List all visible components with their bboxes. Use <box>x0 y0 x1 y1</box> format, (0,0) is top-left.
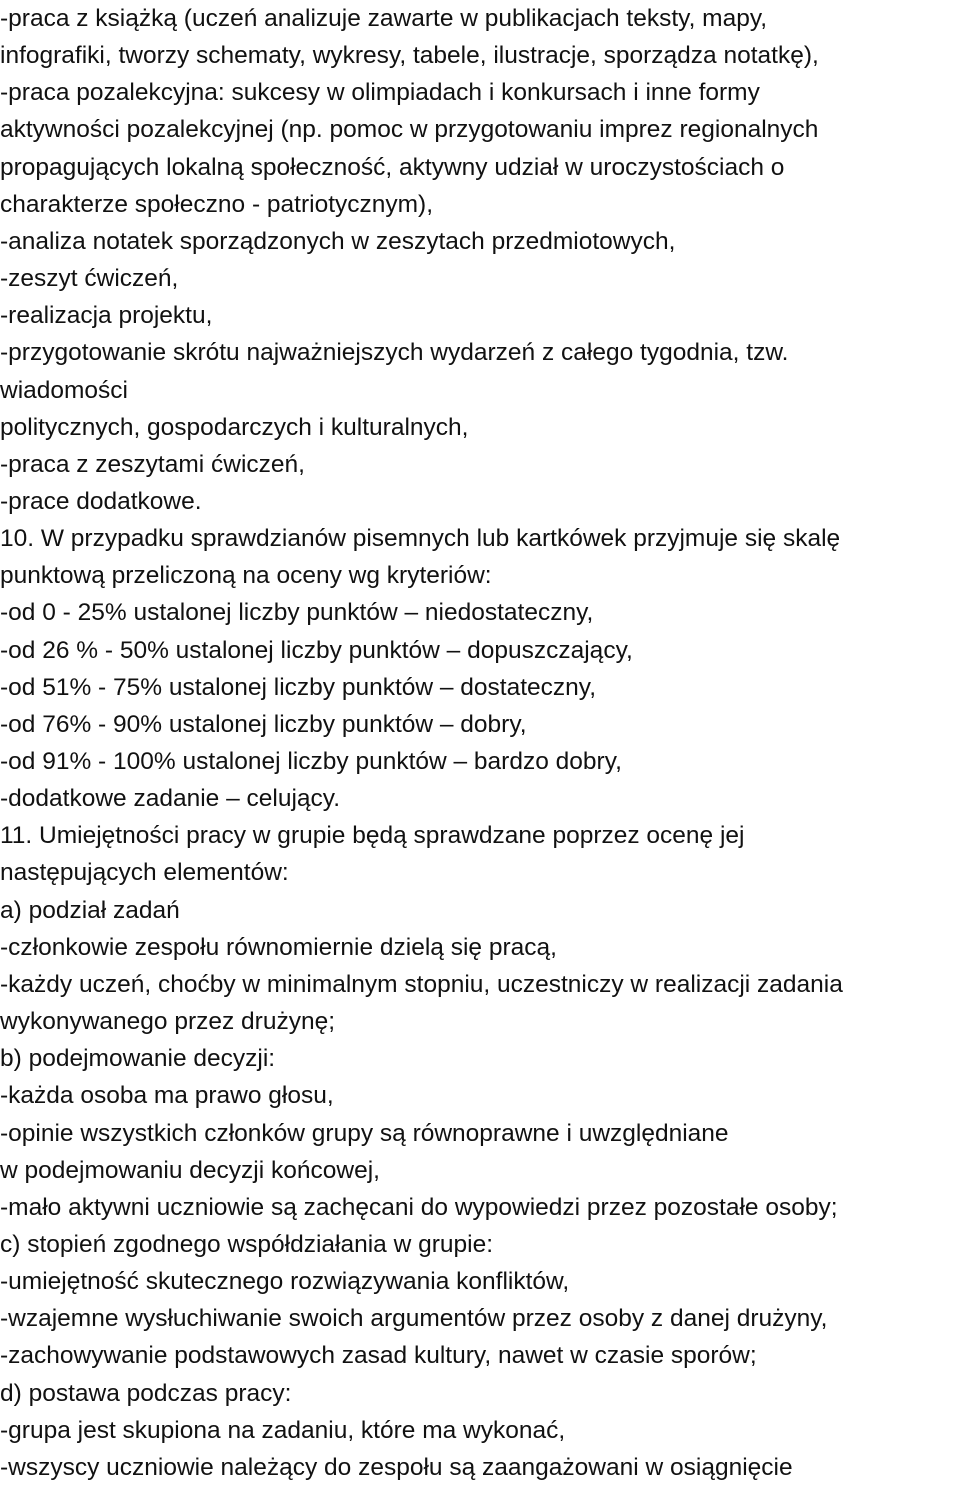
text-line: -prace dodatkowe. <box>0 487 202 515</box>
text-line: -praca z książką (uczeń analizuje zawarte w publikacjach teksty, mapy, <box>0 5 768 32</box>
text-line: -praca pozalekcyjna: sukcesy w olimpiadach i konkursach i inne formy <box>0 79 760 107</box>
text-line: -analiza notatek sporządzonych w zeszytach przedmiotowych, <box>0 227 676 255</box>
text-line: -od 26 % - 50% ustalonej liczby punktów – dopuszczający, <box>0 636 633 664</box>
text-line: -umiejętność skutecznego rozwiązywania konfliktów, <box>0 1268 570 1296</box>
text-line: -od 76% - 90% ustalonej liczby punktów – dobry, <box>0 710 527 738</box>
text-line: politycznych, gospodarczych i kulturalnych, <box>0 413 469 441</box>
text-line: c) stopień zgodnego współdziałania w grupie: <box>0 1231 494 1258</box>
text-line: b) podejmowanie decyzji: <box>0 1045 276 1073</box>
text-line: aktywności pozalekcyjnej (np. pomoc w przygotowaniu imprez regionalnych <box>0 116 819 144</box>
text-line: -każda osoba ma prawo głosu, <box>0 1082 334 1110</box>
text-line: propagujących lokalną społeczność, aktywny udział w uroczystościach o <box>0 153 785 181</box>
text-line: -od 0 - 25% ustalonej liczby punktów – niedostateczny, <box>0 599 594 627</box>
text-line: a) podział zadań <box>0 896 180 924</box>
text-line: -realizacja projektu, <box>0 302 213 330</box>
text-line: 10. W przypadku sprawdzianów pisemnych lub kartkówek przyjmuje się skalę <box>0 525 841 553</box>
text-line: wiadomości <box>0 376 128 404</box>
text-line: punktową przeliczoną na oceny wg kryteriów: <box>0 562 492 590</box>
text-line: -wszyscy uczniowie należący do zespołu są zaangażowani w osiągnięcie <box>0 1453 793 1481</box>
text-line: -mało aktywni uczniowie są zachęcani do wypowiedzi przez pozostałe osoby; <box>0 1193 838 1221</box>
text-line: -zeszyt ćwiczeń, <box>0 265 179 293</box>
text-line: wykonywanego przez drużynę; <box>0 1008 336 1035</box>
text-line: -grupa jest skupiona na zadaniu, które ma wykonać, <box>0 1416 566 1444</box>
text-line: d) postawa podczas pracy: <box>0 1379 292 1407</box>
text-line: -zachowywanie podstawowych zasad kultury, nawet w czasie sporów; <box>0 1342 757 1370</box>
text-line: -wzajemne wysłuchiwanie swoich argumentów przez osoby z danej drużyny, <box>0 1305 828 1333</box>
text-line: -od 51% - 75% ustalonej liczby punktów – dostateczny, <box>0 673 597 701</box>
text-line: -praca z zeszytami ćwiczeń, <box>0 450 305 478</box>
text-line: 11. Umiejętności pracy w grupie będą sprawdzane poprzez ocenę jej <box>0 822 745 850</box>
text-line: -członkowie zespołu równomiernie dzielą się pracą, <box>0 933 557 961</box>
text-line: -każdy uczeń, choćby w minimalnym stopniu, uczestniczy w realizacji zadania <box>0 970 843 998</box>
text-line: następujących elementów: <box>0 859 289 887</box>
text-line: -od 91% - 100% ustalonej liczby punktów – bardzo dobry, <box>0 748 622 775</box>
text-line: -opinie wszystkich członków grupy są równoprawne i uwzględniane <box>0 1119 729 1147</box>
text-line: -przygotowanie skrótu najważniejszych wydarzeń z całego tygodnia, tzw. <box>0 339 789 367</box>
text-line: charakterze społeczno - patriotycznym), <box>0 190 433 218</box>
text-line: -dodatkowe zadanie – celujący. <box>0 785 341 813</box>
text-line: w podejmowaniu decyzji końcowej, <box>0 1156 380 1184</box>
text-line: infografiki, tworzy schematy, wykresy, tabele, ilustracje, sporządza notatkę), <box>0 42 819 70</box>
